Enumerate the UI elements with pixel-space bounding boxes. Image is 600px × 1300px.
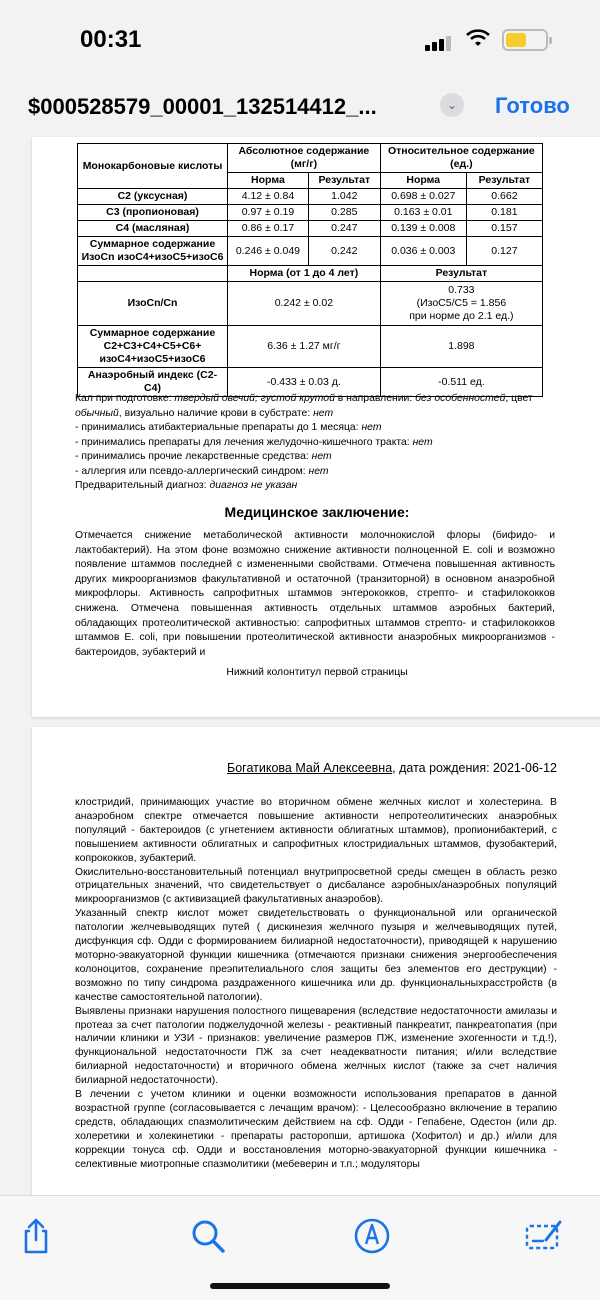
- table-cell: 0.157: [466, 221, 542, 237]
- table-cell: 0.86 ± 0.17: [228, 221, 309, 237]
- table-cell: [380, 282, 542, 326]
- table-cell: С4 (масляная): [78, 221, 228, 237]
- markup-icon[interactable]: [352, 1216, 392, 1256]
- table-cell: 0.97 ± 0.19: [228, 205, 309, 221]
- table-cell: 4.12 ± 0.84: [228, 189, 309, 205]
- note-value: нет: [361, 422, 382, 433]
- table-row: [78, 189, 543, 205]
- note-text: в направлении:: [334, 393, 416, 404]
- note-value: твердый овечий; густой крутой: [174, 393, 335, 404]
- table-cell: 0.247: [308, 221, 380, 237]
- note-value: нет: [412, 436, 433, 448]
- signal-icon: [425, 33, 453, 51]
- note-text: Предварительный диагноз:: [75, 480, 210, 491]
- table-header: Норма (от 1 до 4 лет): [228, 266, 381, 282]
- paragraph: Окислительно-восстановительный потенциал внутрипросветной среды смещен в область резко отрицательных значений, что свидетельствует о дисбалансе аэробных/анаэробных популяций микроорганизмов (с активизацией факультативных анаэробов).: [75, 866, 557, 906]
- chevron-down-icon[interactable]: ⌄: [440, 93, 464, 117]
- document-page-1[interactable]: [32, 137, 600, 717]
- table-header: Норма: [228, 173, 309, 189]
- table-header: Относительное содержание (ед.): [380, 144, 542, 173]
- paragraph: В лечении с учетом клиники и оценки возможности использования препаратов в данной возрастной группе (согласовывается с лечащим врачом): - Целесообразно включение в терапию средств, обладающих спазмолитическим действием на сф. Одди - Гепабене, Одестон (или др. холеретики и холекинетики - препараты расторопши, артишока (Хофитол) и др.) и/или для коррекции тонуса сф. Одди и восстановления моторно-эвакуаторной функции кишечника - селективные миотропные спазмолитики (мебеверин и т.п.; модуляторы: [75, 1089, 557, 1170]
- table-cell: 0.163 ± 0.01: [380, 205, 466, 221]
- table-cell: 0.246 ± 0.049: [228, 237, 309, 266]
- paragraph: Выявлены признаки нарушения полостного пищеварения (вследствие недостаточности амилазы и протеаз за счет патологии поджелудочной железы - реактивный панкреатит, панкреатопатия (при наличии клиники и УЗИ - признаков: увеличение размеров ПЖ, изменение эхогенности и т.д.!), функциональной недостаточности ПЖ за счет неадекватности питания; и/или вследствие билиарной недостаточности) и вторичного обмена желчных кислот (также за счет наличия билиарной недостаточности).: [75, 1005, 557, 1087]
- table-row: [78, 282, 543, 326]
- patient-dob: , дата рождения: 2021-06-12: [392, 761, 557, 775]
- status-time: 00:31: [80, 26, 142, 53]
- note-text: - принимались атибактериальные препараты до 1 месяца:: [75, 422, 362, 433]
- table-cell: 0.139 ± 0.008: [380, 221, 466, 237]
- table-row: [78, 237, 543, 266]
- table-cell: Суммарное содержание ИзоСn изоС4+изоС5+изоС6: [78, 237, 228, 266]
- table-cell: 0.242 ± 0.02: [228, 282, 381, 326]
- conclusion-text: Отмечается снижение метаболической активности молочнокислой флоры (бифидо- и лактобактерий). На этом фоне возможно снижение активности полноценной E. coli и возможно появление штаммов последней с измененными свойствами. Отмечена повышенная активность других микроорганизмов факультативной и остаточной (транзиторной) в основном анаэробной микрофлоры. Активность сапрофитных штаммов энтерококков, стрепто- и стафилококков снижена. Отмечена повышенная активность отдельных штаммов аэробных бактерий, обладающих протеолитической активностью: сапрофитных штаммов стрепто- и стафилококков штаммов E. coli, при повышении протеолитической активности анаэробных микроорганизмов - бактероидов, эубактерий и: [75, 530, 555, 658]
- note-value: нет: [311, 451, 332, 462]
- paragraph: клостридий, принимающих участие во вторичном обмене желчных кислот и холестерина. В анаэробном спектре отмечается повышение активности непротеолитических анаэробных популяций - бактероидов (с угнетением активности облигатных штаммов), пропионибактерий, с повышением активности облигатных и сапрофитных клостридиальных штаммов, фузобактерий, копрококков, зубактерий.: [75, 797, 557, 864]
- home-indicator[interactable]: [210, 1283, 390, 1289]
- note-text: - аллергия или псевдо-аллергический синдром:: [75, 465, 309, 477]
- note-value: нет: [313, 407, 334, 419]
- iso-result-note: при норме до 2.1 ед.): [409, 310, 514, 322]
- document-page-2[interactable]: [32, 727, 600, 1197]
- document-title[interactable]: $000528579_00001_132514412_...: [28, 94, 377, 119]
- table-cell: 6.36 ± 1.27 мг/г: [228, 326, 381, 368]
- search-icon[interactable]: [188, 1216, 228, 1256]
- page-footer: Нижний колонтитул первой страницы: [226, 667, 408, 678]
- page-2-body: [75, 796, 557, 1171]
- table-cell: Анаэробный индекс (С2-С4): [78, 368, 228, 397]
- table-cell: -0.511 ед.: [380, 368, 542, 397]
- table-header: Результат: [380, 266, 542, 282]
- note-text: , цвет: [505, 393, 533, 404]
- paragraph: Указанный спектр кислот может свидетельствовать о функциональной или органической патологии желчевыводящих путей ( дискинезия желчного пузыря и желчевыводящих путей, дисфункция сф. Одди с формированием билиарной недостаточности), приводящей к нарушению моторно-эвакуаторной функции кишечника (отмечаются признаки снижения энергообеспечения колоноцитов, сохранение преэпителиального слоя защиты без элементов его деструкции) - возможно по типу синдрома раздраженного кишечника или др. функциональныхрасстройств (в качестве самостоятельной патологии).: [75, 908, 557, 1003]
- table-header: Монокарбоновые кислоты: [78, 144, 228, 189]
- table-cell: С3 (пропионовая): [78, 205, 228, 221]
- table-cell: ИзоСn/Сn: [78, 282, 228, 326]
- table-cell: -0.433 ± 0.03 д.: [228, 368, 381, 397]
- status-bar: [0, 0, 600, 80]
- table-cell: 1.898: [380, 326, 542, 368]
- nav-bar: [0, 80, 600, 136]
- table-header: Результат: [466, 173, 542, 189]
- annotate-icon[interactable]: [524, 1216, 564, 1256]
- note-text: - принимались прочие лекарственные средства:: [75, 451, 312, 462]
- iso-result-note: (ИзоС5/С5 = 1.856: [416, 297, 507, 309]
- share-icon[interactable]: [16, 1216, 56, 1256]
- table-row: [78, 221, 543, 237]
- patient-name: Богатикова Май Алексеевна: [227, 761, 393, 775]
- table-row: [78, 205, 543, 221]
- note-value: обычный: [75, 407, 119, 419]
- note-value: нет: [308, 465, 329, 477]
- conclusion-title: Медицинское заключение:: [224, 504, 410, 520]
- note-text: Кал при подготовке:: [75, 393, 175, 404]
- done-button[interactable]: Готово: [495, 93, 570, 118]
- patient-header: [217, 761, 557, 775]
- note-text: - принимались препараты для лечения желудочно-кишечного тракта:: [75, 436, 413, 448]
- table-cell: 0.242: [308, 237, 380, 266]
- table-cell: С2 (уксусная): [78, 189, 228, 205]
- table-row: [78, 326, 543, 368]
- table-cell: 0.698 ± 0.027: [380, 189, 466, 205]
- table-cell: Суммарное содержание С2+С3+С4+С5+С6+ изоС4+изоС5+изоС6: [78, 326, 228, 368]
- preparation-notes: [75, 392, 555, 494]
- table-header: Результат: [308, 173, 380, 189]
- battery-icon: [502, 29, 548, 51]
- note-value: диагноз не указан: [209, 480, 298, 491]
- table-cell: 0.181: [466, 205, 542, 221]
- table-cell: 1.042: [308, 189, 380, 205]
- table-header: Норма: [380, 173, 466, 189]
- table-cell: 0.036 ± 0.003: [380, 237, 466, 266]
- iso-result-value: 0.733: [448, 284, 475, 296]
- table-cell: 0.662: [466, 189, 542, 205]
- table-header: Абсолютное содержание (мг/г): [228, 144, 381, 173]
- results-table: [77, 143, 543, 397]
- table-cell: 0.285: [308, 205, 380, 221]
- table-cell: 0.127: [466, 237, 542, 266]
- note-value: без особенностей: [415, 393, 506, 404]
- wifi-icon: [466, 28, 490, 48]
- note-text: , визуально наличие крови в субстрате:: [118, 407, 314, 419]
